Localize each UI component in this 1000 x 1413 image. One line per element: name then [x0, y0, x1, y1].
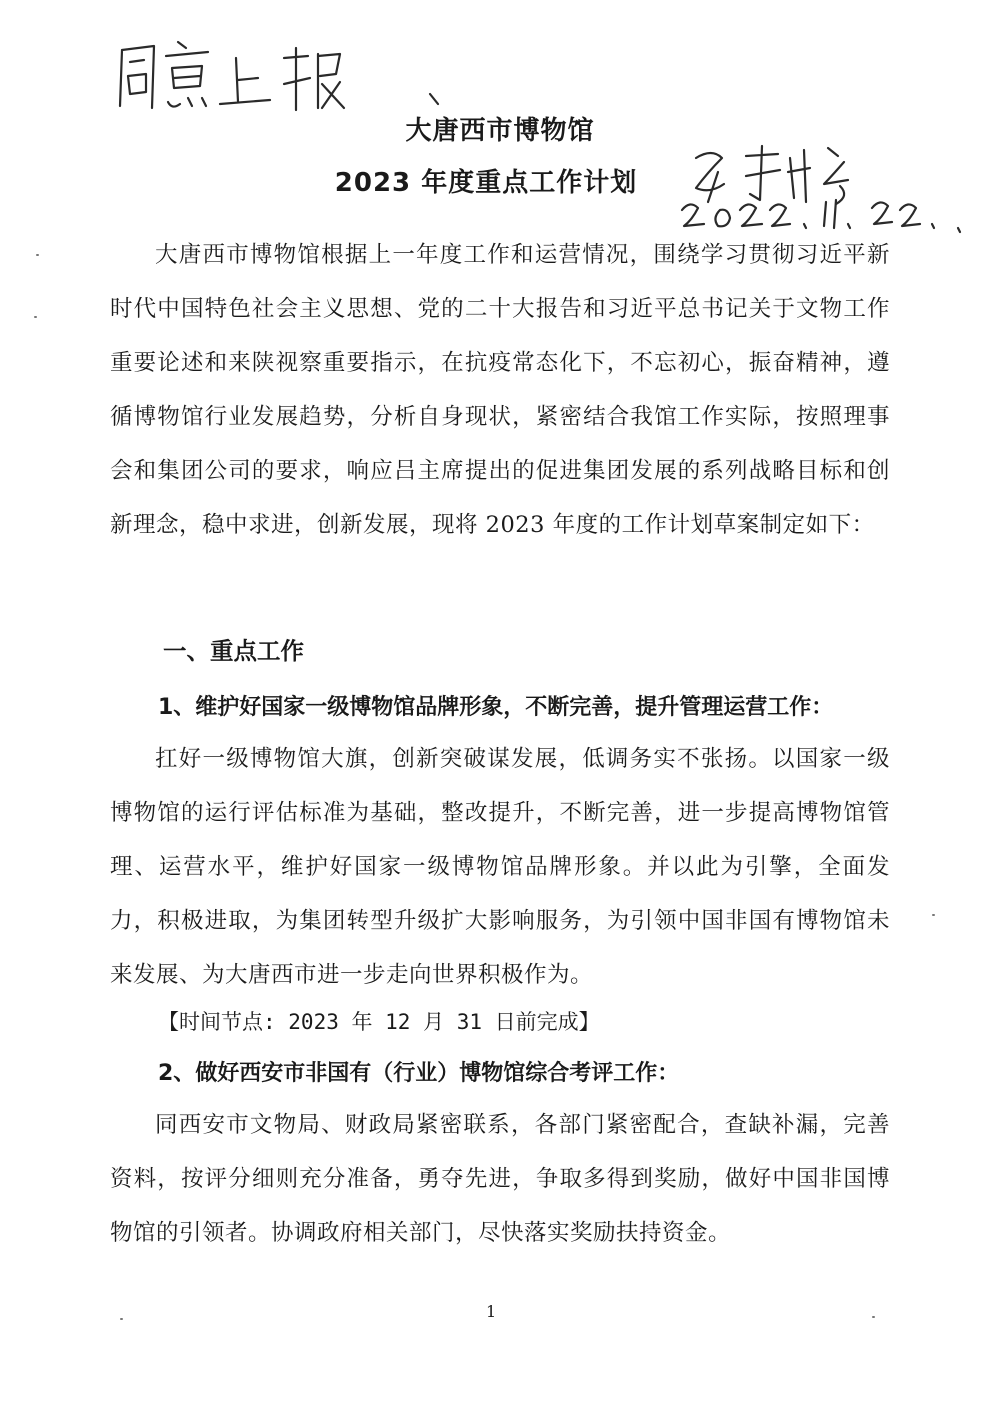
item-1-deadline: 【时间节点: 2023 年 12 月 31 日前完成】: [158, 1010, 600, 1034]
scan-speck: [34, 316, 37, 318]
scan-speck: [932, 914, 935, 916]
scan-speck: [120, 1318, 123, 1320]
page-number: 1: [486, 1302, 497, 1321]
item-2-heading: 2、做好西安市非国有（行业）博物馆综合考评工作：: [158, 1061, 680, 1086]
item-2-body: 同西安市文物局、财政局紧密联系，各部门紧密配合，查缺补漏，完善资料，按评分细则充分准备，勇夺先进，争取多得到奖励，做好中国非国博物馆的引领者。协调政府相关部门，尽快落实奖励扶持资金。: [110, 1112, 890, 1246]
section-heading: 一、重点工作: [163, 637, 304, 665]
document-title: 大唐西市博物馆: [405, 116, 595, 146]
scan-speck: [36, 254, 39, 256]
intro-paragraph: 大唐西市博物馆根据上一年度工作和运营情况，围绕学习贯彻习近平新时代中国特色社会主义思想、党的二十大报告和习近平总书记关于文物工作重要论述和来陕视察重要指示，在抗疫常态化下，不忘初心，振奋精神，遵循博物馆行业发展趋势，分析自身现状，紧密结合我馆工作实际，按照理事会和集团公司的要求，响应吕主席提出的促进集团发展的系列战略目标和创新理念，稳中求进，创新发展，现将 2023 年度的工作计划草案制定如下：: [110, 242, 890, 538]
item-1-body: 扛好一级博物馆大旗，创新突破谋发展，低调务实不张扬。以国家一级博物馆的运行评估标准为基础，整改提升，不断完善，进一步提高博物馆管理、运营水平，维护好国家一级博物馆品牌形象。并以此为引擎，全面发力，积极进取，为集团转型升级扩大影响服务，为引领中国非国有博物馆未来发展、为大唐西市进一步走向世界积极作为。: [110, 746, 890, 988]
scan-speck: [872, 1316, 875, 1318]
handwritten-approval-note: [108, 28, 448, 118]
item-1-heading: 1、维护好国家一级博物馆品牌形象，不断完善，提升管理运营工作：: [158, 695, 834, 720]
document-subtitle: 2023 年度重点工作计划: [334, 168, 638, 198]
